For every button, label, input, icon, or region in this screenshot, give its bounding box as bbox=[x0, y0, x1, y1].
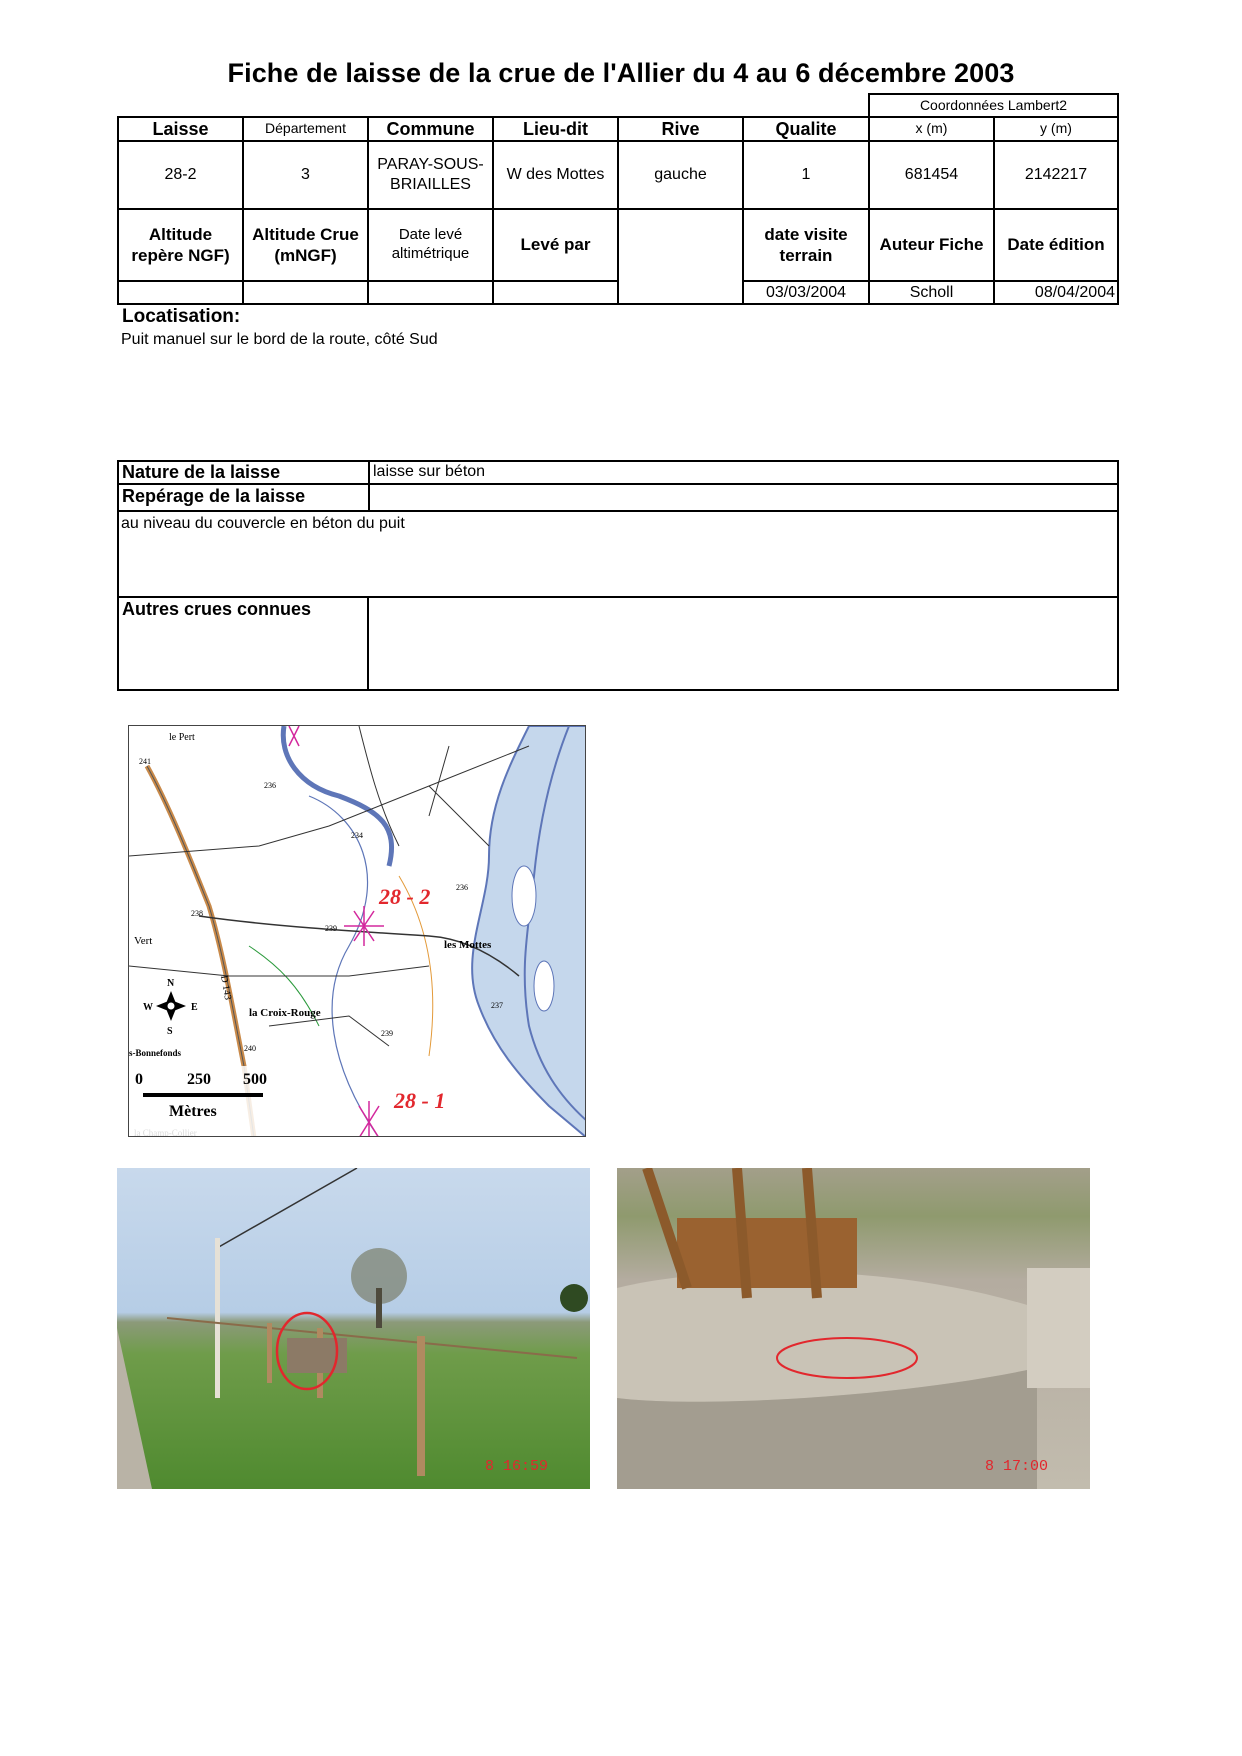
compass-e: E bbox=[191, 1002, 198, 1013]
photo-trough bbox=[1027, 1268, 1090, 1388]
col-header-altitude-repere: Altitude repère NGF) bbox=[117, 208, 244, 282]
col-header-altitude-crue: Altitude Crue (mNGF) bbox=[242, 208, 369, 282]
map-place-croix: la Croix-Rouge bbox=[249, 1007, 321, 1019]
value-altitude-repere bbox=[117, 280, 244, 305]
photo-left-timestamp: 8 16:59 bbox=[485, 1458, 549, 1475]
autres-crues-label: Autres crues connues bbox=[122, 599, 312, 619]
col-header-qualite: Qualite bbox=[742, 116, 870, 142]
map-alt-2: 236 bbox=[264, 781, 276, 790]
photo-right-timestamp: 8 17:00 bbox=[985, 1458, 1049, 1475]
value-laisse: 28-2 bbox=[117, 140, 244, 210]
river-shape bbox=[472, 726, 586, 1137]
value-altitude-crue bbox=[242, 280, 369, 305]
field-line-3 bbox=[129, 966, 429, 976]
photo-fence bbox=[167, 1318, 577, 1358]
map-alt-9: 239 bbox=[325, 924, 337, 933]
nature-value: laisse sur béton bbox=[373, 463, 486, 480]
river-island-1 bbox=[512, 866, 536, 926]
map-road-label: D 143 bbox=[218, 974, 234, 1001]
map-place-pert: le Pert bbox=[169, 732, 195, 743]
map-alt-4: 236 bbox=[456, 883, 468, 892]
value-auteur-fiche: Scholl bbox=[868, 280, 995, 305]
field-line-5 bbox=[429, 746, 489, 846]
autres-divider bbox=[367, 596, 369, 691]
scale-500: 500 bbox=[243, 1071, 267, 1088]
compass-s: S bbox=[167, 1026, 173, 1037]
photo-fence-post-3 bbox=[267, 1323, 272, 1383]
nature-label: Nature de la laisse bbox=[122, 462, 281, 482]
scale-unit: Mètres bbox=[169, 1103, 217, 1120]
reperage-text: au niveau du couvercle en béton du puit bbox=[121, 515, 405, 532]
compass-w: W bbox=[143, 1002, 153, 1013]
col-header-commune: Commune bbox=[367, 116, 494, 142]
blank-rive-cell bbox=[617, 208, 744, 305]
value-leve-par bbox=[492, 280, 619, 305]
field-line-6 bbox=[269, 1016, 389, 1046]
value-rive: gauche bbox=[617, 140, 744, 210]
field-line-1 bbox=[129, 746, 529, 856]
cross-top bbox=[289, 726, 299, 746]
scale-250: 250 bbox=[187, 1071, 211, 1088]
col-header-y: y (m) bbox=[993, 116, 1119, 142]
col-header-date-visite: date visite terrain bbox=[742, 208, 870, 282]
value-commune: PARAY-SOUS-BRIAILLES bbox=[367, 140, 494, 210]
reperage-label: Repérage de la laisse bbox=[122, 486, 306, 506]
map-alt-8: 240 bbox=[244, 1044, 256, 1053]
photo-well-lid bbox=[617, 1168, 1090, 1489]
value-departement: 3 bbox=[242, 140, 369, 210]
map-place-bonnefonds: s-Bonnefonds bbox=[129, 1048, 182, 1058]
localisation-label: Locatisation: bbox=[122, 306, 241, 327]
river-branch bbox=[283, 726, 391, 866]
col-header-leve-par: Levé par bbox=[492, 208, 619, 282]
map-alt-5: 238 bbox=[191, 909, 203, 918]
value-y: 2142217 bbox=[993, 140, 1119, 210]
col-header-laisse: Laisse bbox=[117, 116, 244, 142]
photo-fence-post-1 bbox=[417, 1336, 425, 1476]
cross-28-2 bbox=[344, 906, 384, 946]
localisation-text: Puit manuel sur le bord de la route, côté Sud bbox=[121, 331, 438, 348]
scale-bar bbox=[143, 1093, 263, 1097]
cross-28-1 bbox=[359, 1101, 379, 1137]
nature-divider bbox=[368, 460, 370, 512]
photo-road bbox=[117, 1328, 152, 1489]
col-header-lieu-dit: Lieu-dit bbox=[492, 116, 619, 142]
value-x: 681454 bbox=[868, 140, 995, 210]
col-header-x: x (m) bbox=[868, 116, 995, 142]
col-header-date-leve: Date levé altimétrique bbox=[367, 208, 494, 282]
map-place-vert: Vert bbox=[134, 935, 153, 947]
map-alt-3: 234 bbox=[351, 831, 363, 840]
field-line-4 bbox=[359, 726, 399, 846]
map-label-28-2: 28 - 2 bbox=[379, 884, 431, 909]
map-place-mottes: les Mottes bbox=[444, 939, 492, 951]
value-lieu-dit: W des Mottes bbox=[492, 140, 619, 210]
coord-group-header: Coordonnées Lambert2 bbox=[868, 93, 1119, 118]
contour-line-1 bbox=[309, 796, 379, 1137]
col-header-departement: Département bbox=[242, 116, 369, 142]
map-alt-6: 237 bbox=[491, 1001, 503, 1010]
page-title: Fiche de laisse de la crue de l'Allier du 4 au 6 décembre 2003 bbox=[227, 58, 1015, 88]
scale-0: 0 bbox=[135, 1071, 143, 1088]
value-qualite: 1 bbox=[742, 140, 870, 210]
value-date-edition: 08/04/2004 bbox=[993, 280, 1119, 305]
map-alt-1: 241 bbox=[139, 757, 151, 766]
value-date-leve bbox=[367, 280, 494, 305]
location-map bbox=[128, 725, 586, 1137]
compass-rose bbox=[156, 991, 186, 1021]
river-island-2 bbox=[534, 961, 554, 1011]
value-date-visite: 03/03/2004 bbox=[742, 280, 870, 305]
col-header-auteur-fiche: Auteur Fiche bbox=[868, 208, 995, 282]
photo-power-line bbox=[217, 1168, 357, 1248]
col-header-date-edition: Date édition bbox=[993, 208, 1119, 282]
photo-pump-base bbox=[677, 1218, 857, 1288]
map-alt-7: 239 bbox=[381, 1029, 393, 1038]
map-label-28-1: 28 - 1 bbox=[394, 1088, 446, 1113]
photo-pole bbox=[215, 1238, 220, 1398]
col-header-rive: Rive bbox=[617, 116, 744, 142]
photo-field bbox=[117, 1168, 590, 1489]
photo-tree-trunk bbox=[376, 1288, 382, 1328]
photo-tree-right bbox=[560, 1284, 588, 1312]
compass-n: N bbox=[167, 978, 175, 989]
